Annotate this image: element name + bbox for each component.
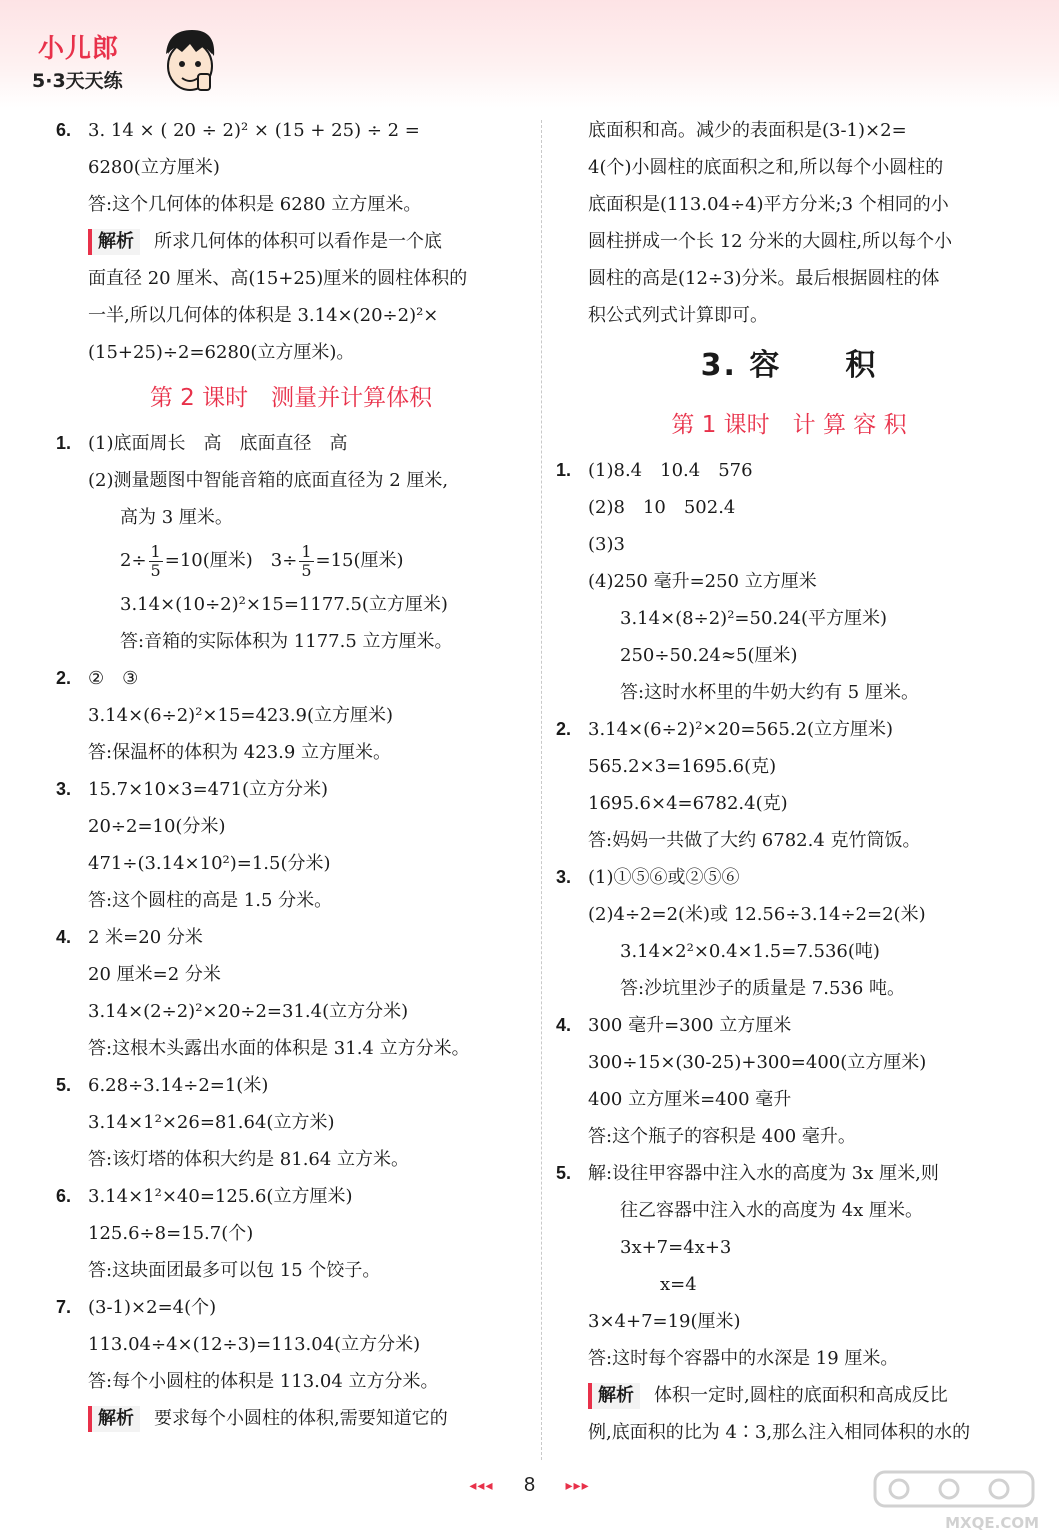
- answer-line: 答:这根木头露出水面的体积是 31.4 立方分米。: [88, 1038, 470, 1059]
- analysis-line: 解析 要求每个小圆柱的体积,需要知道它的: [56, 1400, 526, 1437]
- answer-line: 3.14×(2÷2)²×20÷2=31.4(立方分米): [88, 1001, 409, 1022]
- next-arrows-icon: ▸▸▸: [565, 1477, 590, 1493]
- question-number: 3.: [556, 867, 572, 887]
- analysis-line: 积公式列式计算即可。: [588, 305, 768, 326]
- answer-line: 6280(立方厘米): [88, 157, 220, 178]
- analysis-tag: 解析: [88, 229, 140, 255]
- answer-line: 3x+7=4x+3: [620, 1237, 732, 1258]
- answer-line: 1. (1)8.4 10.4 576: [556, 452, 1022, 489]
- answer-line: (2)8 10 502.4: [588, 497, 736, 518]
- answer-line: 5. 6.28÷3.14÷2=1(米): [56, 1067, 526, 1104]
- answer-line: 1. (1)底面周长 高 底面直径 高: [56, 425, 526, 462]
- answer-line: 5. 解:设往甲容器中注入水的高度为 3x 厘米,则: [556, 1155, 1022, 1192]
- analysis-line: 底面积是(113.04÷4)平方分米;3 个相同的小: [588, 194, 949, 215]
- analysis-line: (15+25)÷2=6280(立方厘米)。: [88, 342, 355, 363]
- column-divider: [541, 120, 542, 1460]
- answer-line: 300÷15×(30-25)+300=400(立方厘米): [588, 1052, 927, 1073]
- analysis-line: 圆柱拼成一个长 12 分米的大圆柱,所以每个小: [588, 231, 953, 252]
- answer-line: 3.14×(8÷2)²=50.24(平方厘米): [620, 608, 888, 629]
- answer-line: (4)250 毫升=250 立方厘米: [588, 571, 817, 592]
- brand-name: 小儿郎: [38, 34, 120, 64]
- answer-line: x=4: [660, 1274, 697, 1295]
- question-number: 1.: [56, 433, 72, 453]
- answer-line: 250÷50.24≈5(厘米): [620, 645, 798, 666]
- answer-line: 3.14×(6÷2)²×15=423.9(立方厘米): [88, 705, 394, 726]
- watermark-text: MXQE.COM: [945, 1514, 1039, 1532]
- answer-line: 7. (3-1)×2=4(个): [56, 1289, 526, 1326]
- question-number: 3.: [56, 779, 72, 799]
- brand-logo: [28, 24, 208, 100]
- section-title: 第 1 课时 计 算 容 积: [671, 412, 907, 438]
- analysis-line: 解析 体积一定时,圆柱的底面积和高成反比: [556, 1377, 1022, 1414]
- answer-line: 3×4+7=19(厘米): [588, 1311, 741, 1332]
- page-number: 8: [523, 1474, 536, 1496]
- answer-line: 400 立方厘米=400 毫升: [588, 1089, 792, 1110]
- answer-line: 20÷2=10(分米): [88, 816, 226, 837]
- analysis-line: 例,底面积的比为 4∶3,那么注入相同体积的水的: [588, 1422, 971, 1443]
- answer-line: 113.04÷4×(12÷3)=113.04(立方分米): [88, 1334, 421, 1355]
- section-title: 第 2 课时 测量并计算体积: [149, 385, 433, 411]
- answer-line: 1695.6×4=6782.4(克): [588, 793, 788, 814]
- chapter-title: 3. 容 积: [700, 348, 878, 383]
- question-number: 6.: [56, 120, 72, 140]
- question-number: 1.: [556, 460, 572, 480]
- answer-line: 3. (1)①⑤⑥或②⑤⑥: [556, 859, 1022, 896]
- left-column: [56, 112, 526, 1437]
- analysis-tag: 解析: [588, 1383, 640, 1409]
- answer-line: 6. 3. 14 × ( 20 ÷ 2)² × (15 + 25) ÷ 2 =: [56, 112, 526, 149]
- answer-line: 答:这块面团最多可以包 15 个饺子。: [88, 1260, 381, 1281]
- answer-line: 125.6÷8=15.7(个): [88, 1223, 254, 1244]
- answer-line: (2)4÷2=2(米)或 12.56÷3.14÷2=2(米): [588, 904, 926, 925]
- answer-line: (3)3: [588, 534, 625, 555]
- answer-line: 471÷(3.14×10²)=1.5(分米): [88, 853, 331, 874]
- right-column: [556, 112, 1022, 1451]
- watermark: [869, 1468, 1039, 1532]
- answer-line: 往乙容器中注入水的高度为 4x 厘米。: [620, 1200, 924, 1221]
- answer-line: 答:这个圆柱的高是 1.5 分米。: [88, 890, 333, 911]
- answer-line: 3.14×1²×26=81.64(立方米): [88, 1112, 335, 1133]
- answer-line: 3.14×(10÷2)²×15=1177.5(立方厘米): [120, 594, 448, 615]
- analysis-line: 底面积和高。减少的表面积是(3-1)×2=: [588, 120, 907, 141]
- analysis-line: 一半,所以几何体的体积是 3.14×(20÷2)²×: [88, 305, 439, 326]
- answer-line: 2. 3.14×(6÷2)²×20=565.2(立方厘米): [556, 711, 1022, 748]
- answer-line: 答:这个瓶子的容积是 400 毫升。: [588, 1126, 856, 1147]
- answer-line: 4. 300 毫升=300 立方厘米: [556, 1007, 1022, 1044]
- fraction: $\frac{1}{5}$: [301, 541, 312, 580]
- analysis-line: 面直径 20 厘米、高(15+25)厘米的圆柱体积的: [88, 268, 468, 289]
- answer-line: 答:沙坑里沙子的质量是 7.536 吨。: [620, 978, 906, 999]
- answer-line: 答:这个几何体的体积是 6280 立方厘米。: [88, 194, 422, 215]
- question-number: 6.: [56, 1186, 72, 1206]
- question-number: 7.: [56, 1297, 72, 1317]
- fraction: $\frac{1}{5}$: [150, 541, 161, 580]
- mascot-icon: [152, 24, 228, 100]
- question-number: 5.: [556, 1163, 572, 1183]
- answer-line: 3. 15.7×10×3=471(立方分米): [56, 771, 526, 808]
- answer-line: 3.14×2²×0.4×1.5=7.536(吨): [620, 941, 880, 962]
- answer-line: 答:该灯塔的体积大约是 81.64 立方米。: [88, 1149, 410, 1170]
- analysis-tag: 解析: [88, 1406, 140, 1432]
- answer-line: 高为 3 厘米。: [120, 507, 233, 528]
- answer-line: 答:保温杯的体积为 423.9 立方厘米。: [88, 742, 392, 763]
- question-number: 2.: [556, 719, 572, 739]
- answer-line: (2)测量题图中智能音箱的底面直径为 2 厘米,: [88, 470, 449, 491]
- answer-line: 565.2×3=1695.6(克): [588, 756, 777, 777]
- question-number: 4.: [556, 1015, 572, 1035]
- answer-line: 2. ② ③: [56, 660, 526, 697]
- answer-line: 答:这时水杯里的牛奶大约有 5 厘米。: [620, 682, 919, 703]
- question-number: 5.: [56, 1075, 72, 1095]
- answer-line: 答:每个小圆柱的体积是 113.04 立方分米。: [88, 1371, 439, 1392]
- watermark-logo-icon: [869, 1468, 1039, 1512]
- answer-line: 6. 3.14×1²×40=125.6(立方厘米): [56, 1178, 526, 1215]
- fraction-line: 2÷ $\frac{1}{5}$ =10(厘米) 3÷ $\frac{1}{5}$ =15(厘米): [120, 541, 404, 580]
- answer-line: 20 厘米=2 分米: [88, 964, 221, 985]
- question-number: 2.: [56, 668, 72, 688]
- analysis-line: 圆柱的高是(12÷3)分米。最后根据圆柱的体: [588, 268, 940, 289]
- brand-subtitle: 5·3天天练: [32, 70, 123, 92]
- answer-line: 答:这时每个容器中的水深是 19 厘米。: [588, 1348, 899, 1369]
- prev-arrows-icon: ◂◂◂: [469, 1477, 494, 1493]
- analysis-line: 4(个)小圆柱的底面积之和,所以每个小圆柱的: [588, 157, 944, 178]
- answer-line: 答:妈妈一共做了大约 6782.4 克竹筒饭。: [588, 830, 921, 851]
- question-number: 4.: [56, 927, 72, 947]
- answer-line: 答:音箱的实际体积为 1177.5 立方厘米。: [120, 631, 453, 652]
- answer-line: 4. 2 米=20 分米: [56, 919, 526, 956]
- analysis-line: 解析 所求几何体的体积可以看作是一个底: [56, 223, 526, 260]
